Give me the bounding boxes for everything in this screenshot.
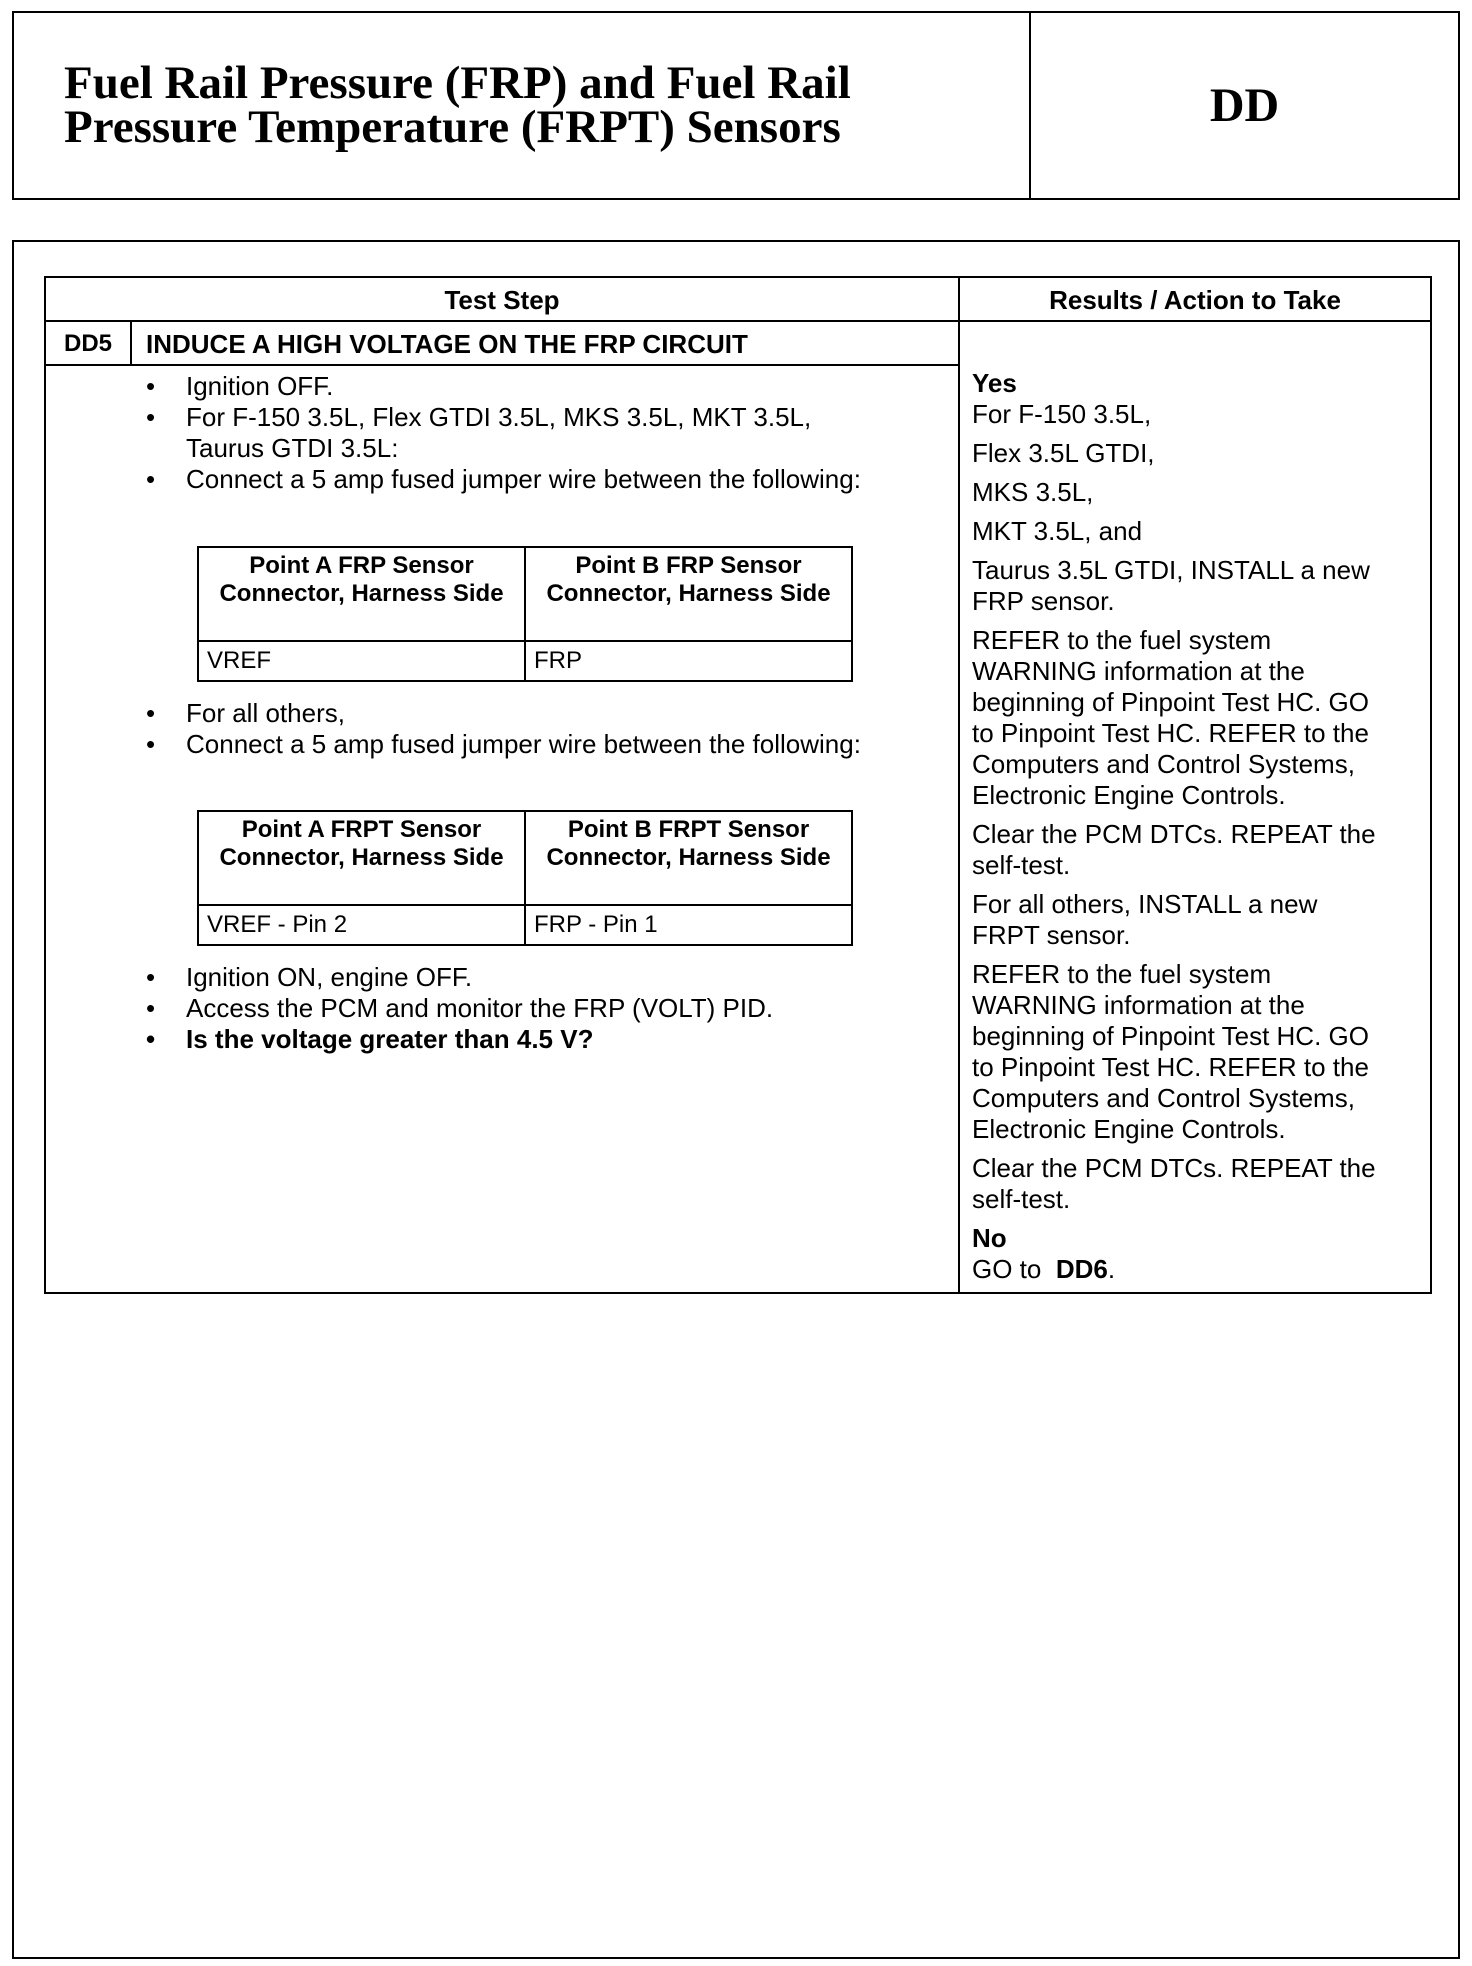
test-step-table [44, 276, 1432, 1294]
list-item-text: For F-150 3.5L, Flex GTDI 3.5L, MKS 3.5L, MKT 3.5L, Taurus GTDI 3.5L: [186, 402, 812, 463]
page-header [12, 11, 1460, 200]
question-text: Is the voltage greater than 4.5 V? [186, 1024, 594, 1054]
list-item-text: Ignition ON, engine OFF. [186, 962, 473, 992]
list-item: • Ignition OFF. [146, 371, 334, 401]
list-item: • Connect a 5 amp fused jumper wire between the following: [146, 464, 861, 494]
step-title: INDUCE A HIGH VOLTAGE ON THE FRP CIRCUIT [146, 328, 748, 359]
results-column [972, 368, 1384, 1285]
section-code: DD [1209, 79, 1280, 132]
list-item-text: Connect a 5 amp fused jumper wire between the following: [186, 464, 861, 494]
list-item-text: Ignition OFF. [186, 371, 334, 401]
no-action-period: . [1107, 1254, 1116, 1284]
instruction-list-3 [146, 962, 946, 1055]
result-line: Flex 3.5L GTDI, [972, 438, 1155, 468]
result-line: Clear the PCM DTCs. REPEAT the self-test. [972, 1153, 1376, 1214]
result-line: For all others, INSTALL a new FRPT sensor. [972, 889, 1318, 950]
result-line: REFER to the fuel system WARNING information at the beginning of Pinpoint Test HC. GO to Pinpoint Test HC. REFER to the Computers and Control Systems, Electronic Engine Controls. [972, 625, 1369, 810]
list-item: • For all others, [146, 698, 345, 728]
jumper-table-cell-point-a: VREF - Pin 2 [198, 905, 525, 945]
result-line: MKS 3.5L, [972, 477, 1094, 507]
list-item-text: For all others, [186, 698, 345, 728]
list-item-text: Access the PCM and monitor the FRP (VOLT) PID. [186, 993, 774, 1023]
instruction-list-1 [146, 371, 946, 495]
result-line: Taurus 3.5L GTDI, INSTALL a new FRP sensor. [972, 555, 1370, 616]
list-item: • Connect a 5 amp fused jumper wire between the following: [146, 729, 861, 759]
jumper-table-frp [197, 546, 853, 682]
jumper-table-cell-point-b: FRP [525, 641, 852, 681]
result-line: Clear the PCM DTCs. REPEAT the self-test. [972, 819, 1376, 880]
no-label: No [972, 1223, 1007, 1253]
instruction-list-2 [146, 698, 946, 760]
step-id: DD5 [63, 330, 112, 357]
page-title-line-1: Fuel Rail Pressure (FRP) and Fuel Rail [64, 57, 851, 109]
list-item-text: Connect a 5 amp fused jumper wire between the following: [186, 729, 861, 759]
result-line: REFER to the fuel system WARNING information at the beginning of Pinpoint Test HC. GO to Pinpoint Test HC. REFER to the Computers and Control Systems, Electronic Engine Controls. [972, 959, 1369, 1144]
step-id-divider [130, 320, 132, 366]
jumper-table-cell-point-b: FRP - Pin 1 [525, 905, 852, 945]
column-header-results: Results / Action to Take [1049, 284, 1341, 315]
result-line: For F-150 3.5L, [972, 399, 1152, 429]
jumper-table-frpt [197, 810, 853, 946]
question-item: • Is the voltage greater than 4.5 V? [146, 1024, 594, 1054]
jumper-table-header-point-a: Point A FRPT Sensor Connector, Harness Side [198, 811, 525, 905]
jumper-table-header-point-b: Point B FRP Sensor Connector, Harness Side [525, 547, 852, 641]
column-header-test-step: Test Step [444, 284, 560, 315]
jumper-table-header-point-b: Point B FRPT Sensor Connector, Harness Side [525, 811, 852, 905]
list-item: • For F-150 3.5L, Flex GTDI 3.5L, MKS 3.5L, MKT 3.5L, Taurus GTDI 3.5L: [146, 402, 812, 463]
jumper-table-cell-point-a: VREF [198, 641, 525, 681]
list-item: • Ignition ON, engine OFF. [146, 962, 473, 992]
page-title-line-2: Pressure Temperature (FRPT) Sensors [64, 101, 841, 153]
no-action-text: GO to [972, 1254, 1042, 1284]
no-action [972, 1254, 1384, 1285]
page-title [64, 57, 1024, 153]
yes-label: Yes [972, 368, 1017, 398]
list-item: • Access the PCM and monitor the FRP (VOLT) PID. [146, 993, 774, 1023]
jumper-table-header-point-a: Point A FRP Sensor Connector, Harness Side [198, 547, 525, 641]
result-line: MKT 3.5L, and [972, 516, 1143, 546]
column-divider [958, 278, 960, 1292]
no-action-target[interactable]: DD6 [1055, 1254, 1108, 1284]
